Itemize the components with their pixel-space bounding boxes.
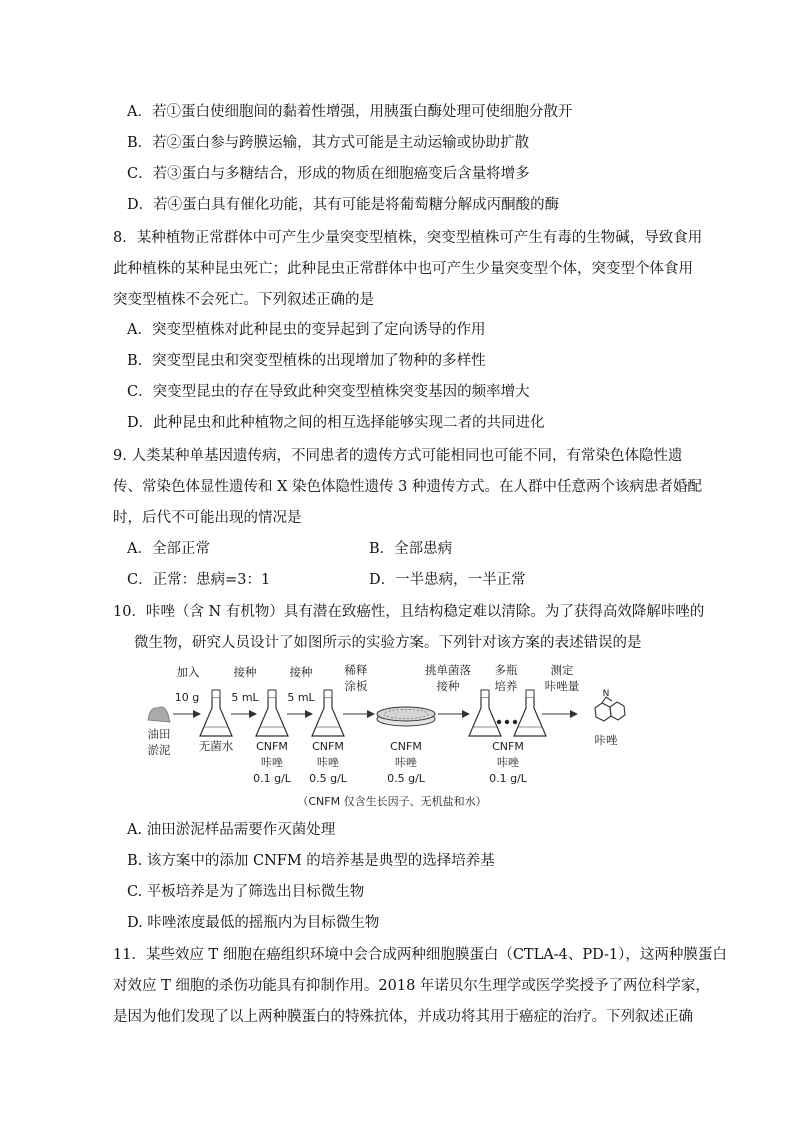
- q7-option-c: C．若③蛋白与多糖结合，形成的物质在细胞癌变后含量将增多: [127, 166, 530, 182]
- flask-icon-2: [256, 690, 288, 736]
- q9-option-b: B．全部患病: [369, 541, 453, 557]
- flask5-conc: 0.1 g/L: [489, 772, 527, 785]
- q10-stem-line1: 10．咔唑（含 N 有机物）具有潜在致癌性，且结构稳定难以清除。为了获得高效降解咔唑的: [113, 604, 705, 620]
- label-measure: 测定: [550, 663, 574, 677]
- product-label: 咔唑: [594, 733, 618, 747]
- flask-icon-5: [514, 690, 546, 736]
- q8-option-a: A．突变型植株对此种昆虫的变异起到了定向诱导的作用: [127, 322, 486, 338]
- q10-option-c: C. 平板培养是为了筛选出目标微生物: [127, 884, 365, 900]
- flask3-conc: 0.5 g/L: [309, 772, 347, 785]
- flask-icon-3: [312, 690, 344, 736]
- flask5-carbazole: 咔唑: [497, 756, 519, 769]
- label-spread-plate: 涂板: [344, 679, 368, 693]
- q9-stem-line2: 传、常染色体显性遗传和 X 染色体隐性遗传 3 种遗传方式。在人群中任意两个该病患者婚配: [113, 479, 702, 495]
- figure-caption: （CNFM 仅含生长因子、无机盐和水）: [297, 795, 487, 808]
- amount-5ml-2: 5 mL: [287, 691, 315, 704]
- q8-option-d: D．此种昆虫和此种植物之间的相互选择能够实现二者的共同进化: [127, 415, 545, 431]
- q10-option-b: B. 该方案中的添加 CNFM 的培养基是典型的选择培养基: [127, 853, 495, 869]
- q9-stem-line3: 时，后代不可能出现的情况是: [113, 510, 302, 526]
- label-dilute: 稀释: [344, 663, 368, 677]
- flask2-carbazole: 咔唑: [261, 756, 283, 769]
- plate-carbazole: 咔唑: [395, 756, 417, 769]
- q8-option-c: C．突变型昆虫的存在导致此种突变型植株突变基因的频率增大: [127, 384, 530, 400]
- q11-stem-line2: 对效应 T 细胞的杀伤功能具有抑制作用。2018 年诺贝尔生理学或医学奖授予了两位科学家，: [113, 978, 710, 994]
- q8-stem-line3: 突变型植株不会死亡。下列叙述正确的是: [113, 292, 374, 308]
- q10-option-a: A. 油田淤泥样品需要作灭菌处理: [127, 822, 336, 838]
- flask5-medium: CNFM: [492, 740, 524, 753]
- plate-medium: CNFM: [390, 740, 422, 753]
- label-inoculate-1: 接种: [233, 665, 257, 679]
- label-multi-flask: 多瓶: [494, 663, 518, 677]
- q7-option-d: D．若④蛋白具有催化功能，其有可能是将葡萄糖分解成丙酮酸的酶: [127, 197, 560, 213]
- experiment-diagram: [0, 660, 794, 810]
- carbazole-n-label: N: [602, 689, 610, 699]
- amount-10g: 10 g: [174, 691, 200, 704]
- flask-icon-sterile-water: [200, 690, 232, 736]
- q8-stem-line2: 此种植株的某种昆虫死亡；此种昆虫正常群体中也可产生少量突变型个体，突变型个体食用: [113, 261, 693, 277]
- petri-dish-icon: [377, 707, 435, 726]
- label-pick-colony: 挑单菌落: [425, 663, 471, 677]
- flask-icon-4: [469, 690, 501, 736]
- q10-option-d: D. 咔唑浓度最低的摇瓶内为目标微生物: [127, 915, 380, 931]
- q10-stem-line2: 微生物，研究人员设计了如图所示的实验方案。下列针对该方案的表述错误的是: [134, 635, 642, 651]
- label-add: 加入: [176, 665, 200, 679]
- q9-option-d: D．一半患病，一半正常: [369, 572, 526, 588]
- flask2-medium: CNFM: [256, 740, 288, 753]
- q9-option-c: C．正常：患病=3：1: [127, 572, 271, 588]
- flask2-conc: 0.1 g/L: [253, 772, 291, 785]
- label-carbazole-amount: 咔唑量: [544, 679, 580, 693]
- sludge-label-1: 油田: [147, 727, 171, 741]
- q8-stem-line1: 8．某种植物正常群体中可产生少量突变型植株，突变型植株可产生有毒的生物碱，导致食用: [113, 230, 703, 246]
- carbazole-structure-icon: [595, 697, 625, 721]
- amount-5ml-1: 5 mL: [231, 691, 259, 704]
- q9-option-a: A．全部正常: [127, 541, 210, 557]
- q11-stem-line1: 11．某些效应 T 细胞在癌组织环境中会合成两种细胞膜蛋白（CTLA-4、PD-1），这两种膜蛋白: [113, 947, 727, 963]
- flask3-medium: CNFM: [312, 740, 344, 753]
- q8-option-b: B．突变型昆虫和突变型植株的出现增加了物种的多样性: [127, 353, 486, 369]
- label-inoculate-3: 接种: [436, 679, 460, 693]
- plate-conc: 0.5 g/L: [387, 772, 425, 785]
- sludge-sample-icon: [148, 707, 170, 722]
- flask1-label: 无菌水: [198, 739, 234, 753]
- flask3-carbazole: 咔唑: [317, 756, 339, 769]
- q7-option-b: B．若②蛋白参与跨膜运输，其方式可能是主动运输或协助扩散: [127, 135, 530, 151]
- q9-stem-line1: 9. 人类某种单基因遗传病，不同患者的遗传方式可能相同也可能不同，有常染色体隐性遗: [113, 448, 683, 464]
- sludge-label-2: 淤泥: [147, 743, 171, 757]
- label-inoculate-2: 接种: [289, 665, 313, 679]
- label-culture: 培养: [494, 679, 518, 693]
- q11-stem-line3: 是因为他们发现了以上两种膜蛋白的特殊抗体，并成功将其用于癌症的治疗。下列叙述正确: [113, 1009, 693, 1025]
- q7-option-a: A．若①蛋白使细胞间的黏着性增强，用胰蛋白酶处理可使细胞分散开: [127, 104, 573, 120]
